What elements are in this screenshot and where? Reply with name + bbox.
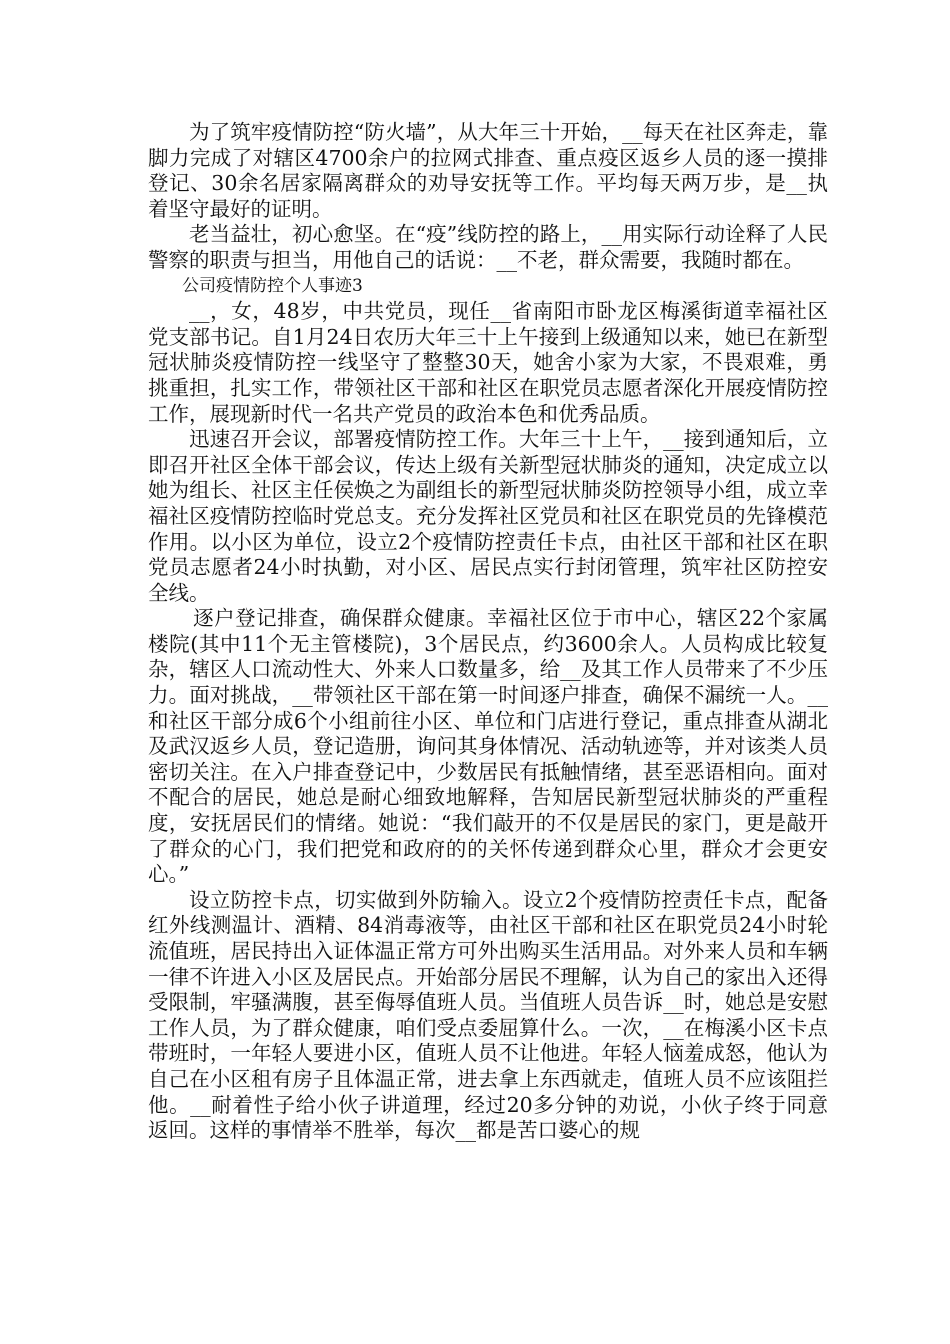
- paragraph-old-but-strong: 老当益壮，初心愈坚。在“疫”线防控的路上，__用实际行动诠释了人民警察的职责与担当，用他自己的话说：__不老，群众需要，我随时都在。: [148, 222, 828, 272]
- document-body: [148, 120, 828, 1144]
- paragraph-profile: __，女，48岁，中共党员，现任__省南阳市卧龙区梅溪街道幸福社区党支部书记。自1月24日农历大年三十上午接到上级通知以来，她已在新型冠状肺炎疫情防控一线坚守了整整30天，她舍小家为大家，不畏艰难，勇挑重担，扎实工作，带领社区干部和社区在职党员志愿者深化开展疫情防控工作，展现新时代一名共产党员的政治本色和优秀品质。: [148, 299, 828, 426]
- paragraph-firewall: 为了筑牢疫情防控“防火墙”，从大年三十开始，__每天在社区奔走，靠脚力完成了对辖区4700余户的拉网式排查、重点疫区返乡人员的逐一摸排登记、30余名居家隔离群众的劝导安抚等工作。平均每天两万步，是__执着坚守最好的证明。: [148, 120, 828, 221]
- paragraph-registration: 逐户登记排查，确保群众健康。幸福社区位于市中心，辖区22个家属楼院(其中11个无主管楼院)，3个居民点，约3600余人。人员构成比较复杂，辖区人口流动性大、外来人口数量多，给__及其工作人员带来了不少压力。面对挑战，__带领社区干部在第一时间逐户排查，确保不漏统一人。__和社区干部分成6个小组前往小区、单位和门店进行登记，重点排查从湖北及武汉返乡人员，登记造册，询问其身体情况、活动轨迹等，并对该类人员密切关注。在入户排查登记中，少数居民有抵触情绪，甚至恶语相向。面对不配合的居民，她总是耐心细致地解释，告知居民新型冠状肺炎的严重程度，安抚居民们的情绪。她说：“我们敲开的不仅是居民的家门，更是敲开了群众的心门，我们把党和政府的的关怀传递到群众心里，群众才会更安心。”: [148, 606, 828, 887]
- section-heading: 公司疫情防控个人事迹3: [182, 275, 363, 296]
- paragraph-checkpoint: 设立防控卡点，切实做到外防输入。设立2个疫情防控责任卡点，配备红外线测温计、酒精、84消毒液等，由社区干部和社区在职党员24小时轮流值班，居民持出入证体温正常方可外出购买生活用品。对外来人员和车辆一律不许进入小区及居民点。开始部分居民不理解，认为自己的家出入还得受限制，牢骚满腹，甚至侮辱值班人员。当值班人员告诉__时，她总是安慰工作人员，为了群众健康，咱们受点委屈算什么。一次，__在梅溪小区卡点带班时，一年轻人要进小区，值班人员不让他进。年轻人恼羞成怒，他认为自己在小区租有房子且体温正常，进去拿上东西就走，值班人员不应该阻拦他。__耐着性子给小伙子讲道理，经过20多分钟的劝说，小伙子终于同意返回。这样的事情举不胜举，每次__都是苦口婆心的规: [148, 887, 828, 1143]
- paragraph-meeting: 迅速召开会议，部署疫情防控工作。大年三十上午，__接到通知后，立即召开社区全体干部会议，传达上级有关新型冠状肺炎的通知，决定成立以她为组长、社区主任侯焕之为副组长的新型冠状肺炎防控领导小组，成立幸福社区疫情防控临时党总支。充分发挥社区党员和社区在职党员的先锋模范作用。以小区为单位，设立2个疫情防控责任卡点，由社区干部和社区在职党员志愿者24小时执勤，对小区、居民点实行封闭管理，筑牢社区防控安全线。: [148, 427, 828, 605]
